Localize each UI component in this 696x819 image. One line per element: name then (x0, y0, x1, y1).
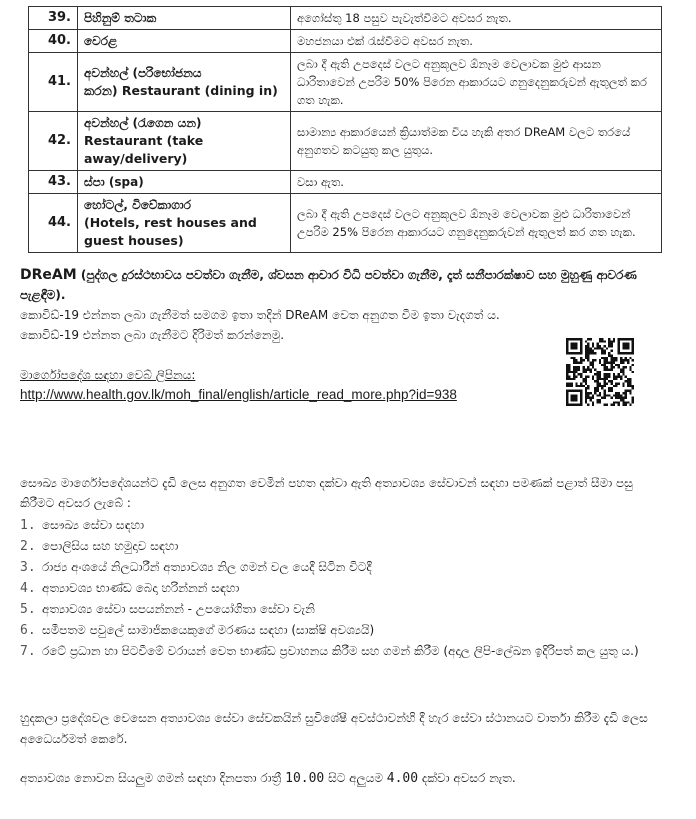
health-note: හුදකලා ප්‍රදේශවල වෙසෙන අත්‍යාවශ්‍ය සේවා සේවකයින් සුවිශේෂී අවස්ථාවන්හි දී හැර සේවා ස්ථානයට වාර්තා කිරීම දැඩි ලෙස අධෛර්යමත් කෙරේ. (20, 711, 648, 746)
table-row (29, 194, 662, 253)
curfew-start-time: 10.00 (285, 771, 325, 786)
row-rule: වසා ඇත. (291, 171, 662, 194)
essential-services-section (20, 473, 670, 662)
row-category (78, 30, 291, 53)
list-item-number: 6. (20, 623, 36, 638)
row-category (78, 171, 291, 194)
row-category-si: පිහිනුම් තටාක (84, 11, 157, 25)
list-item (20, 620, 670, 641)
list-item (20, 641, 670, 662)
row-rule: මහජනයා එක් රැස්වීමට අවසර නැත. (291, 30, 662, 53)
guidelines-link[interactable]: http://www.health.gov.lk/moh_final/english/article_read_more.php?id=938 (20, 387, 457, 402)
list-item-number: 1. (20, 518, 36, 533)
row-category-si: අවන්හල් (රැගෙන යන) (84, 116, 202, 130)
row-category (78, 7, 291, 30)
dream-brand: DReAM (20, 267, 77, 283)
guidelines-section (20, 365, 457, 405)
table-row (29, 171, 662, 194)
row-rule: අගෝස්තු 18 පසුව පැවැත්වීමට අවසර නැත. (291, 7, 662, 30)
row-category-en: කරන) Restaurant (dining in) (84, 83, 278, 98)
row-category-si: හෝටල්, විවේකාගාර (84, 198, 191, 212)
row-rule: ලබා දී ඇති උපදෙස් වලට අනුකූලව ඕනෑම වෙලාවක මුළු ආසන ධාරිතාවෙන් උපරිම 50% පිරෙන ආකාරයට ගනුදෙනුකරුවන් ඇතුලත් කර ගත හැක. (291, 53, 662, 112)
row-number: 41. (29, 53, 78, 112)
row-category (78, 194, 291, 253)
table-row (29, 53, 662, 112)
row-category (78, 53, 291, 112)
row-category-si: වෙරළ (84, 34, 118, 48)
list-item-number: 5. (20, 602, 36, 617)
row-number: 43. (29, 171, 78, 194)
rules-table (28, 6, 662, 253)
list-item (20, 515, 670, 536)
row-number: 39. (29, 7, 78, 30)
list-item-text: අත්‍යාවශ්‍ය භාණ්ඩ බෙදා හරින්නන් සඳහා (42, 581, 240, 595)
dream-desc: (පුද්ගල දුරස්ථභාවය පවත්වා ගැනීම, ශ්වසන ආචාර විධි පවත්වා ගැනීම, දෑත් සනීපාරක්ෂාව සහ මුහුණු ආවරණ පැළඳීම). (20, 268, 637, 302)
dream-line-3: කොවිඩ්-19 එන්නත ලබා ගැනීමට දිරිමත් කරන්නෙමු. (20, 328, 285, 342)
row-category-en: Restaurant (take away/delivery) (84, 133, 204, 166)
table-row (29, 30, 662, 53)
row-rule: සාමාන්‍ය ආකාරයෙන් ක්‍රියාත්මක විය හැකි අතර DReAM වලට තරයේ අනුගතව කටයුතු කල යුතුය. (291, 112, 662, 171)
list-item (20, 599, 670, 620)
row-category (78, 112, 291, 171)
essential-intro: සෞඛ්‍ය මාර්ගෝපදේශයන්ට දැඩි ලෙස අනුගත වෙමින් පහත දක්වා ඇති අත්‍යාවශ්‍ය සේවාවන් සඳහා පමණක් පළාත් සීමා පසු කිරීමට අවසර ලැබේ : (20, 476, 633, 510)
qr-code-icon (566, 338, 634, 406)
curfew-post: දක්වා අවසර නැත. (418, 771, 516, 785)
row-category-si: ස්පා (spa) (84, 175, 144, 189)
row-category-en: (Hotels, rest houses and guest houses) (84, 215, 257, 248)
dream-section (20, 265, 670, 345)
curfew-end-time: 4.00 (386, 771, 419, 786)
curfew-pre: අත්‍යාවශ්‍ය නොවන සියලුම ගමන් සඳහා දිනපතා රාත්‍රී (20, 771, 286, 785)
row-number: 42. (29, 112, 78, 171)
list-item (20, 557, 670, 578)
guidelines-label: මාර්ගෝපදේශ සඳහා වෙබ් ලිපිනය: (20, 368, 196, 382)
list-item-text: අත්‍යාවශ්‍ය සේවා සපයන්නන් - උපයෝගිතා සේවා වැනි (42, 602, 315, 616)
row-category-si: අවන්හල් (පරිභෝජනය (84, 66, 202, 80)
list-item (20, 578, 670, 599)
essential-services-list (20, 515, 670, 662)
table-row (29, 7, 662, 30)
row-number: 44. (29, 194, 78, 253)
list-item-text: සමීපතම පවුලේ සාමාජිකයෙකුගේ මරණය සඳහා (සාක්ෂි අවශ්‍යයි) (42, 623, 375, 637)
row-rule: ලබා දී ඇති උපදෙස් වලට අනුකූලව ඕනෑම වෙලාවක මුළු ධාරිතාවෙන් උපරිම 25% පිරෙන ආකාරයට ගනුදෙනුකරුවන් ඇතුලත් කර ගත හැක. (291, 194, 662, 253)
dream-line-2: කොවිඩ්-19 එන්නත ලබා ගැනීමත් සමගම ඉතා තදින් DReAM වෙත අනුගත වීම ඉතා වැදගත් ය. (20, 308, 500, 322)
row-number: 40. (29, 30, 78, 53)
list-item-number: 7. (20, 644, 36, 659)
list-item-number: 3. (20, 560, 36, 575)
list-item-text: පොලිසිය සහ හමුදාව සඳහා (42, 539, 179, 553)
list-item-text: රාජ්‍ය අංශයේ නිලධාරීන් අත්‍යාවශ්‍ය නිල ගමන් වල යෙදී සිටින විටදී (42, 560, 372, 574)
list-item (20, 536, 670, 557)
list-item-number: 4. (20, 581, 36, 596)
list-item-number: 2. (20, 539, 36, 554)
table-row (29, 112, 662, 171)
curfew-mid: සිට අලුයම (324, 771, 387, 785)
list-item-text: රටේ ප්‍රධාන හා පිටවීමේ වරායන් වෙත භාණ්ඩ ප්‍රවාහනය කිරීම සහ ගමන් කිරීම (අදාල ලිපි-ලේඛන ඉදිරිපත් කල යුතු ය.) (42, 644, 639, 658)
list-item-text: සෞඛ්‍ය සේවා සඳහා (42, 518, 145, 532)
dream-definition (20, 265, 670, 305)
curfew-note (20, 768, 670, 789)
